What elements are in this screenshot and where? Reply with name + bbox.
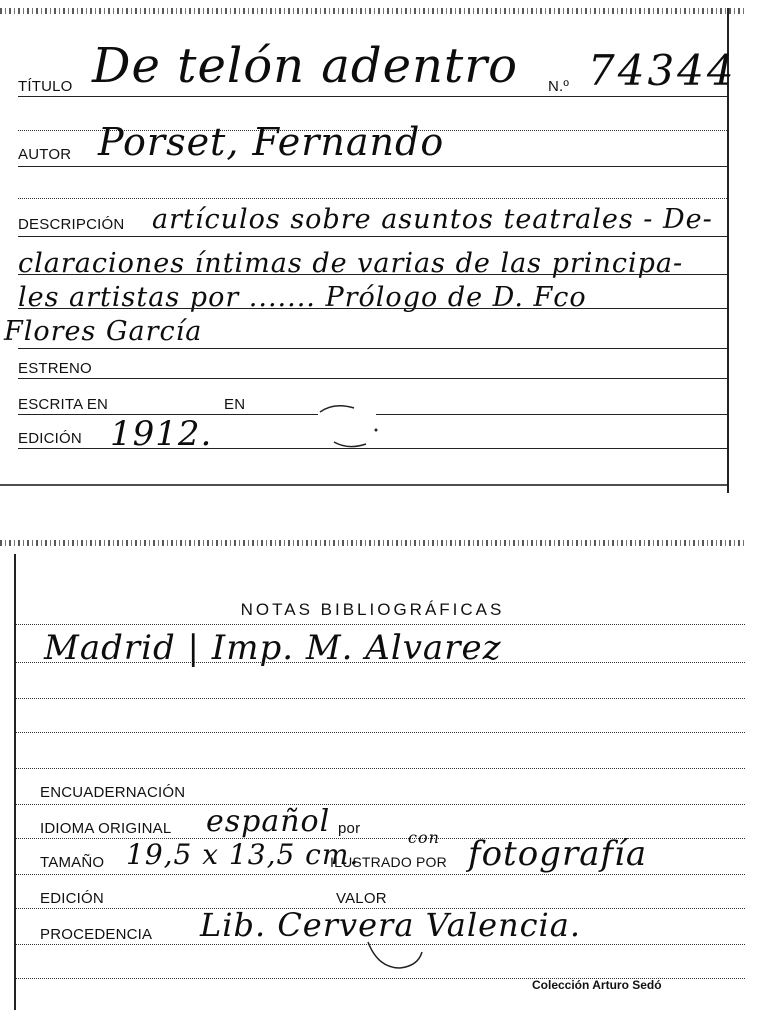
- autor-value: Porset, Fernando: [98, 120, 445, 164]
- dotted-rule-back-3: [16, 698, 745, 699]
- escrita-en-rule-right: [376, 414, 727, 415]
- tamano-label: TAMAÑO: [40, 854, 105, 871]
- dotted-rule-2: [18, 198, 727, 199]
- punch-hole-mark-back: [360, 922, 430, 978]
- descripcion-line-4: Flores García: [4, 316, 203, 347]
- tamano-value: 19,5 x 13,5 cm.: [126, 838, 360, 871]
- estreno-label: ESTRENO: [18, 360, 92, 377]
- descripcion-label: DESCRIPCIÓN: [18, 216, 125, 233]
- escrita-en-label: ESCRITA EN: [18, 396, 109, 413]
- card-bottom-border: [0, 484, 727, 486]
- descripcion-line-1: artículos sobre asuntos teatrales - De-: [152, 204, 713, 235]
- valor-label: VALOR: [336, 890, 387, 907]
- numero-label: N.º: [548, 78, 570, 95]
- procedencia-label: PROCEDENCIA: [40, 926, 153, 943]
- descripcion-line-2: claraciones íntimas de varias de las principa-: [18, 248, 684, 279]
- notas-value: Madrid | Imp. M. Alvarez: [44, 628, 502, 668]
- dotted-rule-back-6: [16, 804, 745, 805]
- descripcion-line-3: les artistas por ....... Prólogo de D. Fco: [18, 282, 587, 313]
- autor-label: AUTOR: [18, 146, 72, 163]
- idioma-value: español: [206, 804, 331, 839]
- numero-value: 74344: [588, 46, 737, 95]
- ilustrado-label: ILUSTRADO POR: [330, 854, 447, 870]
- edicion-value: 1912.: [110, 414, 213, 454]
- estreno-rule: [18, 378, 727, 379]
- card-top-edge-back: [0, 540, 745, 546]
- titulo-value: De telón adentro: [92, 38, 519, 94]
- edicion-back-label: EDICIÓN: [40, 890, 104, 907]
- catalog-card-back: [0, 540, 745, 1010]
- punch-hole-mark: [314, 400, 384, 456]
- dotted-rule-back-1: [16, 624, 745, 625]
- descripcion-rule-4: [18, 348, 727, 349]
- dotted-rule-back-4: [16, 732, 745, 733]
- autor-rule: [18, 166, 727, 167]
- ilustrado-con: con: [408, 828, 440, 847]
- titulo-rule: [18, 96, 727, 97]
- en-label: EN: [224, 396, 246, 413]
- dotted-rule-back-8: [16, 874, 745, 875]
- encuadernacion-label: ENCUADERNACIÓN: [40, 784, 186, 801]
- procedencia-value: Lib. Cervera Valencia.: [200, 906, 582, 944]
- descripcion-rule-2: [18, 274, 727, 275]
- dotted-rule-back-5: [16, 768, 745, 769]
- catalog-card-front: [0, 8, 745, 493]
- descripcion-rule-3: [18, 308, 727, 309]
- descripcion-rule-1: [18, 236, 727, 237]
- titulo-label: TÍTULO: [18, 78, 73, 95]
- idioma-label: IDIOMA ORIGINAL: [40, 820, 172, 837]
- card-left-border: [14, 554, 16, 1010]
- collection-footer: Colección Arturo Sedó: [532, 978, 662, 992]
- edicion-label: EDICIÓN: [18, 430, 82, 447]
- notas-heading: NOTAS BIBLIOGRÁFICAS: [240, 600, 505, 619]
- dotted-rule-back-2: [16, 662, 745, 663]
- card-top-edge: [0, 8, 745, 14]
- ilustrado-value: fotografía: [468, 834, 648, 874]
- por-label: por: [338, 820, 361, 837]
